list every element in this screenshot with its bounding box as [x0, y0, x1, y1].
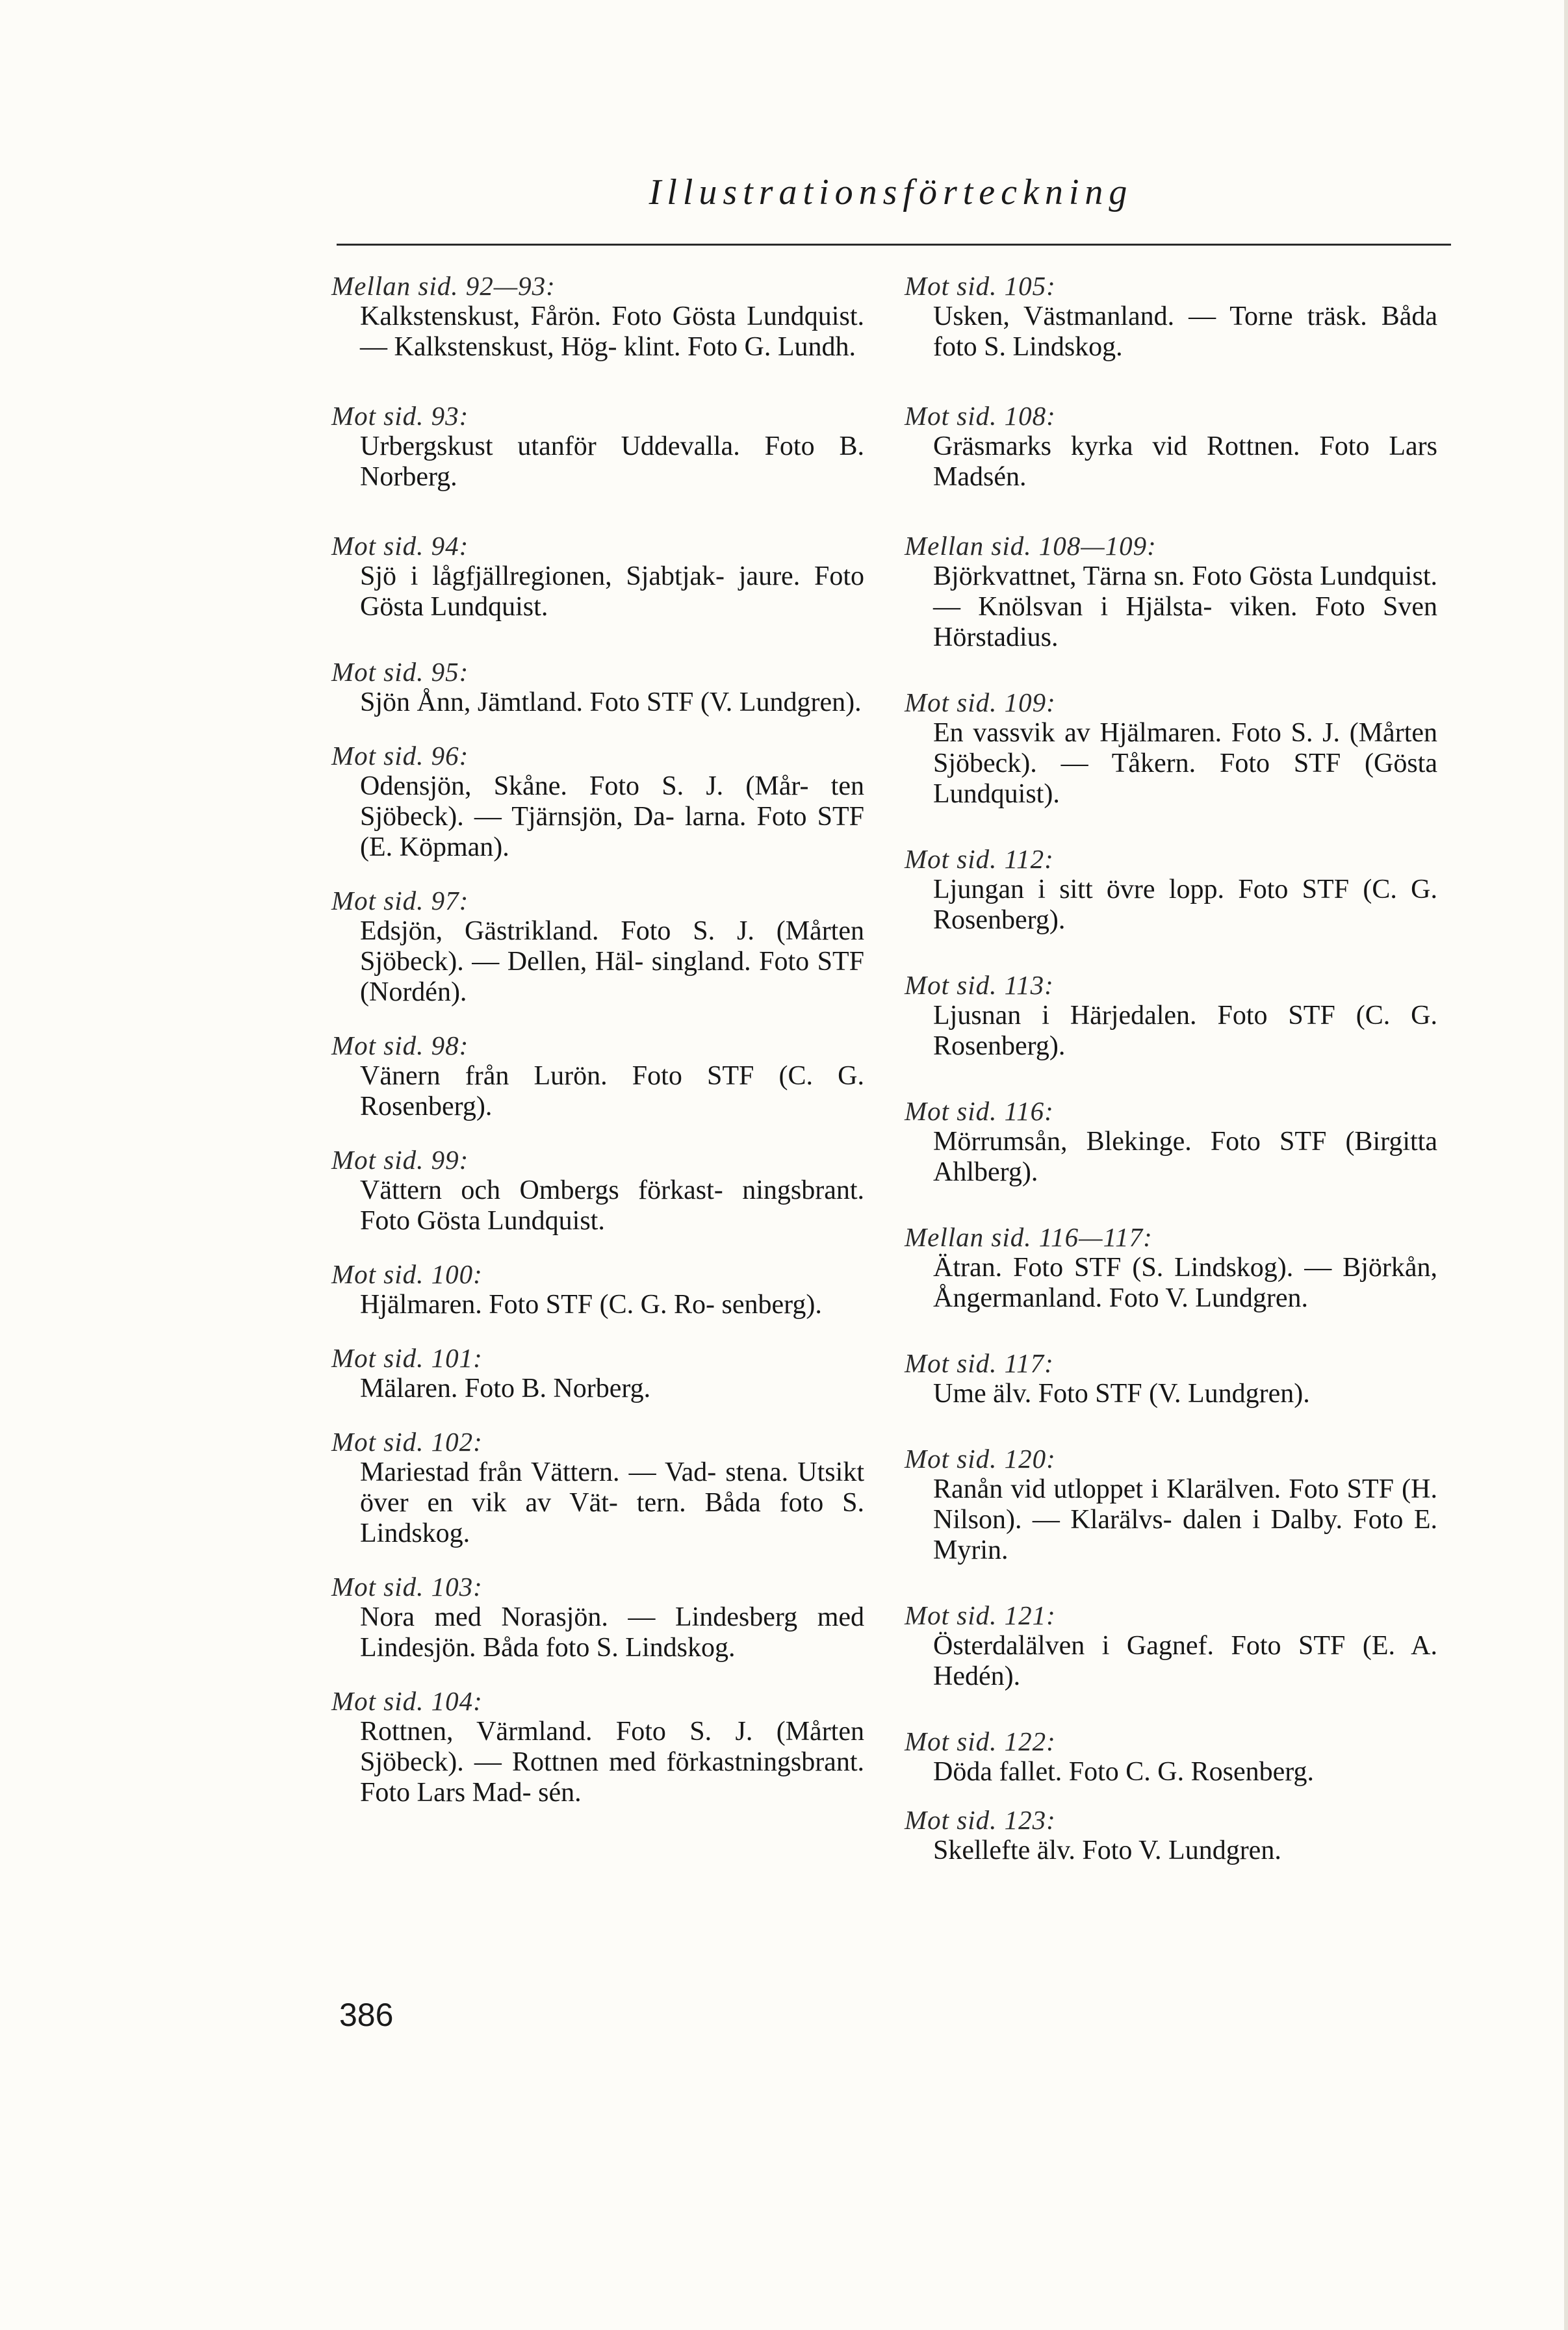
entry-page-reference: Mot sid. 100: [331, 1259, 483, 1289]
list-entry [905, 1095, 1437, 1188]
entry-page-reference: Mot sid. 99: [331, 1145, 469, 1175]
list-entry [905, 969, 1437, 1062]
page-edge-shadow [1564, 0, 1568, 2330]
entry-page-reference: Mot sid. 116: [905, 1096, 1054, 1126]
entry-caption: Ume älv. Foto STF (V. Lundgren). [933, 1379, 1310, 1409]
list-entry [905, 1443, 1437, 1566]
entry-caption: Ätran. Foto STF (S. Lindskog). — Björkån, Ångermanland. Foto V. Lundgren. [933, 1253, 1437, 1313]
entry-caption: Döda fallet. Foto C. G. Rosenberg. [933, 1757, 1314, 1787]
list-entry [905, 1804, 1437, 1866]
entry-page-reference: Mot sid. 94: [331, 531, 469, 561]
entry-page-reference: Mot sid. 101: [331, 1343, 483, 1373]
entry-page-reference: Mot sid. 122: [905, 1726, 1056, 1756]
entry-caption: Urbergskust utanför Uddevalla. Foto B. Norberg. [360, 431, 864, 492]
entry-caption: Skellefte älv. Foto V. Lundgren. [933, 1836, 1281, 1865]
entry-caption: Ljungan i sitt övre lopp. Foto STF (C. G. Rosenberg). [933, 875, 1437, 935]
list-entry [331, 1030, 864, 1122]
list-entry [331, 885, 864, 1008]
entry-caption: Edsjön, Gästrikland. Foto S. J. (Mårten Sjöbeck). — Dellen, Häl- singland. Foto STF (Nordén). [360, 916, 864, 1007]
entry-caption: Ljusnan i Härjedalen. Foto STF (C. G. Rosenberg). [933, 1001, 1437, 1061]
entry-caption: Usken, Västmanland. — Torne träsk. Båda foto S. Lindskog. [933, 301, 1437, 362]
entry-caption: Nora med Norasjön. — Lindesberg med Lindesjön. Båda foto S. Lindskog. [360, 1602, 864, 1663]
entry-page-reference: Mot sid. 97: [331, 886, 469, 915]
entry-caption: Vättern och Ombergs förkast- ningsbrant. Foto Gösta Lundquist. [360, 1175, 864, 1236]
entry-caption: Hjälmaren. Foto STF (C. G. Ro- senberg). [360, 1290, 822, 1320]
entry-caption: Kalkstenskust, Fårön. Foto Gösta Lundquist. — Kalkstenskust, Hög- klint. Foto G. Lundh. [360, 301, 864, 362]
entry-caption: Mariestad från Vättern. — Vad- stena. Utsikt över en vik av Vät- tern. Båda foto S. Lindskog. [360, 1457, 864, 1548]
list-entry [905, 1348, 1437, 1409]
entry-caption: Sjö i lågfjällregionen, Sjabtjak- jaure. Foto Gösta Lundquist. [360, 561, 864, 622]
entry-page-reference: Mot sid. 121: [905, 1600, 1056, 1630]
entry-page-reference: Mot sid. 112: [905, 844, 1054, 874]
entry-page-reference: Mot sid. 109: [905, 687, 1056, 717]
entry-page-reference: Mot sid. 103: [331, 1572, 483, 1602]
list-entry [905, 1222, 1437, 1314]
entry-page-reference: Mot sid. 96: [331, 741, 469, 771]
entry-caption: Sjön Ånn, Jämtland. Foto STF (V. Lundgren). [360, 687, 862, 717]
entry-caption: Österdalälven i Gagnef. Foto STF (E. A. Hedén). [933, 1631, 1437, 1691]
header-rule [337, 244, 1451, 246]
list-entry [331, 740, 864, 863]
list-entry [905, 530, 1437, 653]
entry-page-reference: Mot sid. 104: [331, 1686, 483, 1716]
entry-page-reference: Mot sid. 102: [331, 1427, 483, 1457]
entry-page-reference: Mot sid. 105: [905, 271, 1056, 301]
entry-caption: Björkvattnet, Tärna sn. Foto Gösta Lundquist. — Knölsvan i Hjälsta- viken. Foto Sven Hörstadius. [933, 561, 1437, 652]
list-entry [905, 687, 1437, 810]
entry-caption: Rottnen, Värmland. Foto S. J. (Mårten Sjöbeck). — Rottnen med förkastningsbrant. Foto Lars Mad- sén. [360, 1717, 864, 1808]
list-entry [331, 1259, 864, 1320]
list-entry [905, 1726, 1437, 1787]
entry-page-reference: Mot sid. 123: [905, 1805, 1056, 1835]
entry-caption: Mörrumsån, Blekinge. Foto STF (Birgitta Ahlberg). [933, 1127, 1437, 1187]
entry-page-reference: Mot sid. 93: [331, 401, 469, 431]
list-entry [905, 1600, 1437, 1692]
running-head: Illustrationsförteckning [649, 172, 1133, 212]
entry-caption: Vänern från Lurön. Foto STF (C. G. Rosenberg). [360, 1061, 864, 1121]
entry-page-reference: Mellan sid. 92—93: [331, 271, 556, 301]
list-entry [331, 1685, 864, 1808]
list-entry [331, 400, 864, 493]
list-entry [331, 1426, 864, 1549]
list-entry [331, 1342, 864, 1404]
entry-caption: Gräsmarks kyrka vid Rottnen. Foto Lars Madsén. [933, 431, 1437, 492]
entry-caption: En vassvik av Hjälmaren. Foto S. J. (Mårten Sjöbeck). — Tåkern. Foto STF (Gösta Lundquist). [933, 718, 1437, 809]
entry-caption: Mälaren. Foto B. Norberg. [360, 1374, 651, 1403]
list-entry [905, 270, 1437, 363]
list-entry [331, 656, 864, 718]
entry-page-reference: Mot sid. 117: [905, 1348, 1054, 1378]
page-number: 386 [339, 1997, 394, 2033]
list-entry [905, 400, 1437, 493]
list-entry [331, 1571, 864, 1663]
entry-page-reference: Mot sid. 108: [905, 401, 1056, 431]
list-entry [331, 530, 864, 622]
entry-page-reference: Mellan sid. 116—117: [905, 1222, 1153, 1252]
entry-caption: Ranån vid utloppet i Klarälven. Foto STF (H. Nilson). — Klarälvs- dalen i Dalby. Foto E. Myrin. [933, 1474, 1437, 1565]
entry-page-reference: Mot sid. 98: [331, 1031, 469, 1060]
entry-page-reference: Mot sid. 113: [905, 970, 1054, 1000]
list-entry [331, 1144, 864, 1236]
entry-page-reference: Mot sid. 120: [905, 1444, 1056, 1474]
left-column [331, 270, 864, 1808]
list-entry [905, 843, 1437, 936]
entry-page-reference: Mot sid. 95: [331, 657, 469, 687]
entry-page-reference: Mellan sid. 108—109: [905, 531, 1157, 561]
right-column [905, 270, 1437, 1866]
entry-caption: Odensjön, Skåne. Foto S. J. (Mår- ten Sjöbeck). — Tjärnsjön, Da- larna. Foto STF (E. Köpman). [360, 771, 864, 862]
list-entry [331, 270, 864, 363]
